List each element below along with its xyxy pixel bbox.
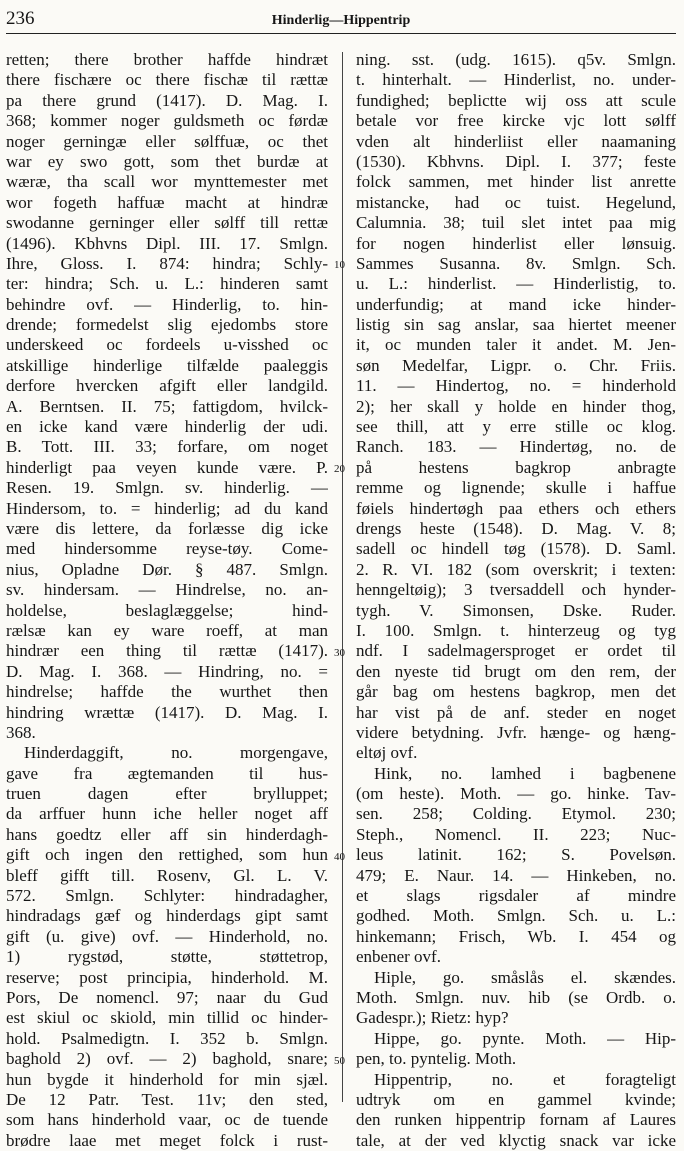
line-number: 30 [334, 646, 345, 659]
text-line: ter: hindra; Sch. u. L.: hinderen samt [6, 274, 328, 294]
text-line: (1496). Kbhvns Dipl. III. 17. Smlgn. [6, 233, 328, 253]
text-line: Sammes Susanna. 8v. Smlgn. Sch. [356, 253, 676, 273]
text-line: wor fogeth haffuæ macht at hindræ [6, 192, 328, 212]
text-line: (1530). Kbhvns. Dipl. I. 377; feste [356, 151, 676, 171]
text-line: udtryk om en gammel kvinde; [356, 1089, 676, 1109]
text-line: underskeed oc fordeels u-visshed oc [6, 335, 328, 355]
text-line: sadell oc hindell tøg (1578). D. Saml. [356, 539, 676, 559]
text-line: De 12 Patr. Test. 11v; den sted, [6, 1089, 328, 1109]
text-line: retten; there brother haffde hindræt [6, 50, 328, 69]
text-line: en icke kand være hinderlig der udi. [6, 417, 328, 437]
text-line: henngeltøig); 3 tversaddell och hynder- [356, 580, 676, 600]
text-line: føiels hindertøgh paa ethers och ethers [356, 498, 676, 518]
text-line: brødre laae met meget folck i rust- [6, 1130, 328, 1150]
text-line: holdelse, beslaglæggelse; hind- [6, 600, 328, 620]
text-line: går bag om hestens bagkrop, men det [356, 682, 676, 702]
text-line: baghold 2) ovf. — 2) baghold, snare; [6, 1049, 328, 1069]
text-line: den nyeste tid brugt om den rem, der [356, 661, 676, 681]
right-column [356, 50, 676, 1151]
text-line: 572. Smlgn. Schlyter: hindradagher, [6, 886, 328, 906]
text-line: hindrelse; haffde the wurthet then [6, 682, 328, 702]
text-line: drengs heste (1548). D. Mag. V. 8; [356, 518, 676, 538]
text-line: 2. R. VI. 182 (som overskrit; i texten: [356, 559, 676, 579]
text-line: som hans hinderhold vaar, oc de tuende [6, 1110, 328, 1130]
text-line: reserve; post principia, hinderhold. M. [6, 967, 328, 987]
page-number: 236 [6, 8, 35, 29]
text-line: hindradags gæf og hinderdags gipt samt [6, 906, 328, 926]
text-line: tale, at der ved klyctig snack var icke [356, 1130, 676, 1150]
text-line: Resen. 19. Smlgn. sv. hinderlig. — [6, 478, 328, 498]
text-line: på hestens bagkrop anbragte [356, 457, 676, 477]
text-line: wæræ, tha scall wor mynttemester met [6, 172, 328, 192]
text-line: see thill, att y erre stille oc klog. [356, 417, 676, 437]
text-line: t. hinterhalt. — Hinderlist, no. under- [356, 70, 676, 90]
line-number: 40 [334, 850, 345, 863]
text-line: bleff gifft till. Rosenv, Gl. L. V. [6, 865, 328, 885]
text-line: hans goedtz eller aff sin hinderdagh- [6, 824, 328, 844]
text-line: hold. Psalmedigtn. I. 352 b. Smlgn. [6, 1028, 328, 1048]
text-line: sen. 258; Colding. Etymol. 230; [356, 804, 676, 824]
text-line: Ihre, Gloss. I. 874: hindra; Schly- [6, 253, 328, 273]
text-line: 11. — Hindertog, no. = hinderhold [356, 376, 676, 396]
text-line: pen, to. pyntelig. Moth. [356, 1049, 517, 1069]
text-line: (om heste). Moth. — go. hinke. Tav- [356, 784, 676, 804]
text-line: 1) rygstød, støtte, støttetrop, [6, 947, 328, 967]
text-line: sv. hindersam. — Hindrelse, no. an- [6, 580, 328, 600]
text-line: Calumnia. 38; tuil slet intet paa mig [356, 213, 676, 233]
text-line: gave fra ægtemanden til hus- [6, 763, 328, 783]
text-line: har vist på de anf. steder en noget [356, 702, 676, 722]
text-line: den runken hippentrip fornam af Laures [356, 1110, 676, 1130]
text-line: noger gerningæ eller sølffuæ, oc thet [6, 131, 328, 151]
text-line: Hippe, go. pynte. Moth. — Hip- [374, 1028, 676, 1048]
text-line: u. L.: hinderlist. — Hinderlistig, to. [356, 274, 676, 294]
text-line: da arffuer hunn iche heller noget aff [6, 804, 328, 824]
text-line: behindre ovf. — Hinderlig, to. hin- [6, 294, 328, 314]
text-line: hun bygde it hinderhold for min sjæl. [6, 1069, 328, 1089]
text-line: Moth. Smlgn. nuv. hib (se Ordb. o. [356, 987, 676, 1007]
page-header [6, 8, 676, 32]
text-line: drende; formedelst slig ejedombs store [6, 315, 328, 335]
line-number: 20 [334, 463, 345, 475]
text-line: tygh. V. Simonsen, Dske. Ruder. [356, 600, 676, 620]
text-line: vden alt hinderliist eller naamaning [356, 131, 676, 151]
text-line: for nogen hinderlist eller lønsuig. [356, 233, 676, 253]
text-line: Ranch. 183. — Hindertøg, no. de [356, 437, 676, 457]
text-line: B. Tott. III. 33; forfare, om noget [6, 437, 328, 457]
text-line: fundighed; beplictte wij oss att scule [356, 90, 676, 110]
text-line: 2); her skall y holde en hinder thog, [356, 396, 676, 416]
text-line: D. Mag. I. 368. — Hindring, no. = [6, 661, 328, 681]
text-line: derfore hvercken afgift eller landgild. [6, 376, 328, 396]
text-line: leus latinit. 162; S. Povelsøn. [356, 845, 676, 865]
text-line: Hink, no. lamhed i bagbenene [374, 763, 676, 783]
text-line: gift (u. give) ovf. — Hinderhold, no. [6, 926, 328, 946]
text-line: listig sin sag anslar, saa hiertet meener [356, 315, 676, 335]
line-number: 10 [334, 259, 345, 271]
text-line: enbener ovf. [356, 947, 441, 967]
text-line: betale vor free kircke vjc lott sølff [356, 111, 676, 131]
text-line: Steph., Nomencl. II. 223; Nuc- [356, 824, 676, 844]
column-divider [342, 52, 343, 1102]
text-line: A. Berntsen. II. 75; fattigdom, hvilck- [6, 396, 328, 416]
text-line: Pors, De nomencl. 97; naar du Gud [6, 987, 328, 1007]
text-line: videre betydning. Jvfr. hænge- og hæng- [356, 722, 676, 742]
header-rule [6, 33, 676, 34]
text-line: ndf. I sadelmagersproget er ordet til [356, 641, 676, 661]
text-line: med hindersomme reyse-tøy. Come- [6, 539, 328, 559]
text-line: mistancke, had oc tuist. Hegelund, [356, 192, 676, 212]
running-head: Hinderlig—Hippentrip [271, 13, 411, 28]
text-line: truen dagen efter brylluppet; [6, 784, 328, 804]
text-line: være dis lettere, da forlæsse dig icke [6, 518, 328, 538]
text-line: hindring wrættæ (1417). D. Mag. I. [6, 702, 328, 722]
text-line: hinkemann; Frisch, Wb. I. 454 og [356, 926, 676, 946]
text-line: 368; kommer noger guldsmeth oc førdæ [6, 111, 328, 131]
text-line: remme og lignende; skulle i haffue [356, 478, 676, 498]
text-line: søn Medelfar, Ligpr. o. Chr. Friis. [356, 355, 676, 375]
line-number: 50 [334, 1054, 345, 1067]
text-line: war ey swo gott, som thet burdæ at [6, 151, 328, 171]
text-line: gift och ingen den rettighed, som hun [6, 845, 328, 865]
text-line: underfundig; at mand icke hinder- [356, 294, 676, 314]
left-column [6, 50, 328, 1151]
text-line: Hinderdaggift, no. morgengave, [24, 743, 328, 763]
text-line: Hippentrip, no. et foragteligt [374, 1069, 676, 1089]
text-line: Hiple, go. småslås el. skændes. [374, 967, 676, 987]
text-line: folck sammen, met hinder list anrette [356, 172, 676, 192]
text-line: atskillige hinderlige tilfælde paaleggis [6, 355, 328, 375]
text-line: Gadespr.); Rietz: hyp? [356, 1008, 509, 1028]
text-line: there fischære oc there fischæ til rættæ [6, 70, 328, 90]
text-line: rælsæ kan ey ware roeff, at man [6, 620, 328, 640]
text-line: et slags rigsdaler af mindre [356, 886, 676, 906]
text-line: pa there grund (1417). D. Mag. I. [6, 90, 328, 110]
text-line: hinderligt paa veyen kunde være. P. [6, 457, 328, 477]
text-line: 479; E. Naur. 14. — Hinkeben, no. [356, 865, 676, 885]
text-line: it, oc munden taler it andet. M. Jen- [356, 335, 676, 355]
text-line: hindrær een thing til rættæ (1417). [6, 641, 328, 661]
text-line: I. 100. Smlgn. t. hinterzeug og tyg [356, 620, 676, 640]
text-line: nius, Opladne Dør. § 487. Smlgn. [6, 559, 328, 579]
text-line: eltøj ovf. [356, 743, 418, 763]
text-line: Hindersom, to. = hinderlig; ad du kand [6, 498, 328, 518]
text-line: swodanne gerninger eller sølff till rettæ [6, 213, 328, 233]
text-line: ning. sst. (udg. 1615). q5v. Smlgn. [356, 50, 676, 69]
text-line: godhed. Moth. Smlgn. Sch. u. L.: [356, 906, 676, 926]
text-line: est skiul oc skiold, min tillid oc hinder- [6, 1008, 328, 1028]
text-line: 368. [6, 722, 36, 742]
